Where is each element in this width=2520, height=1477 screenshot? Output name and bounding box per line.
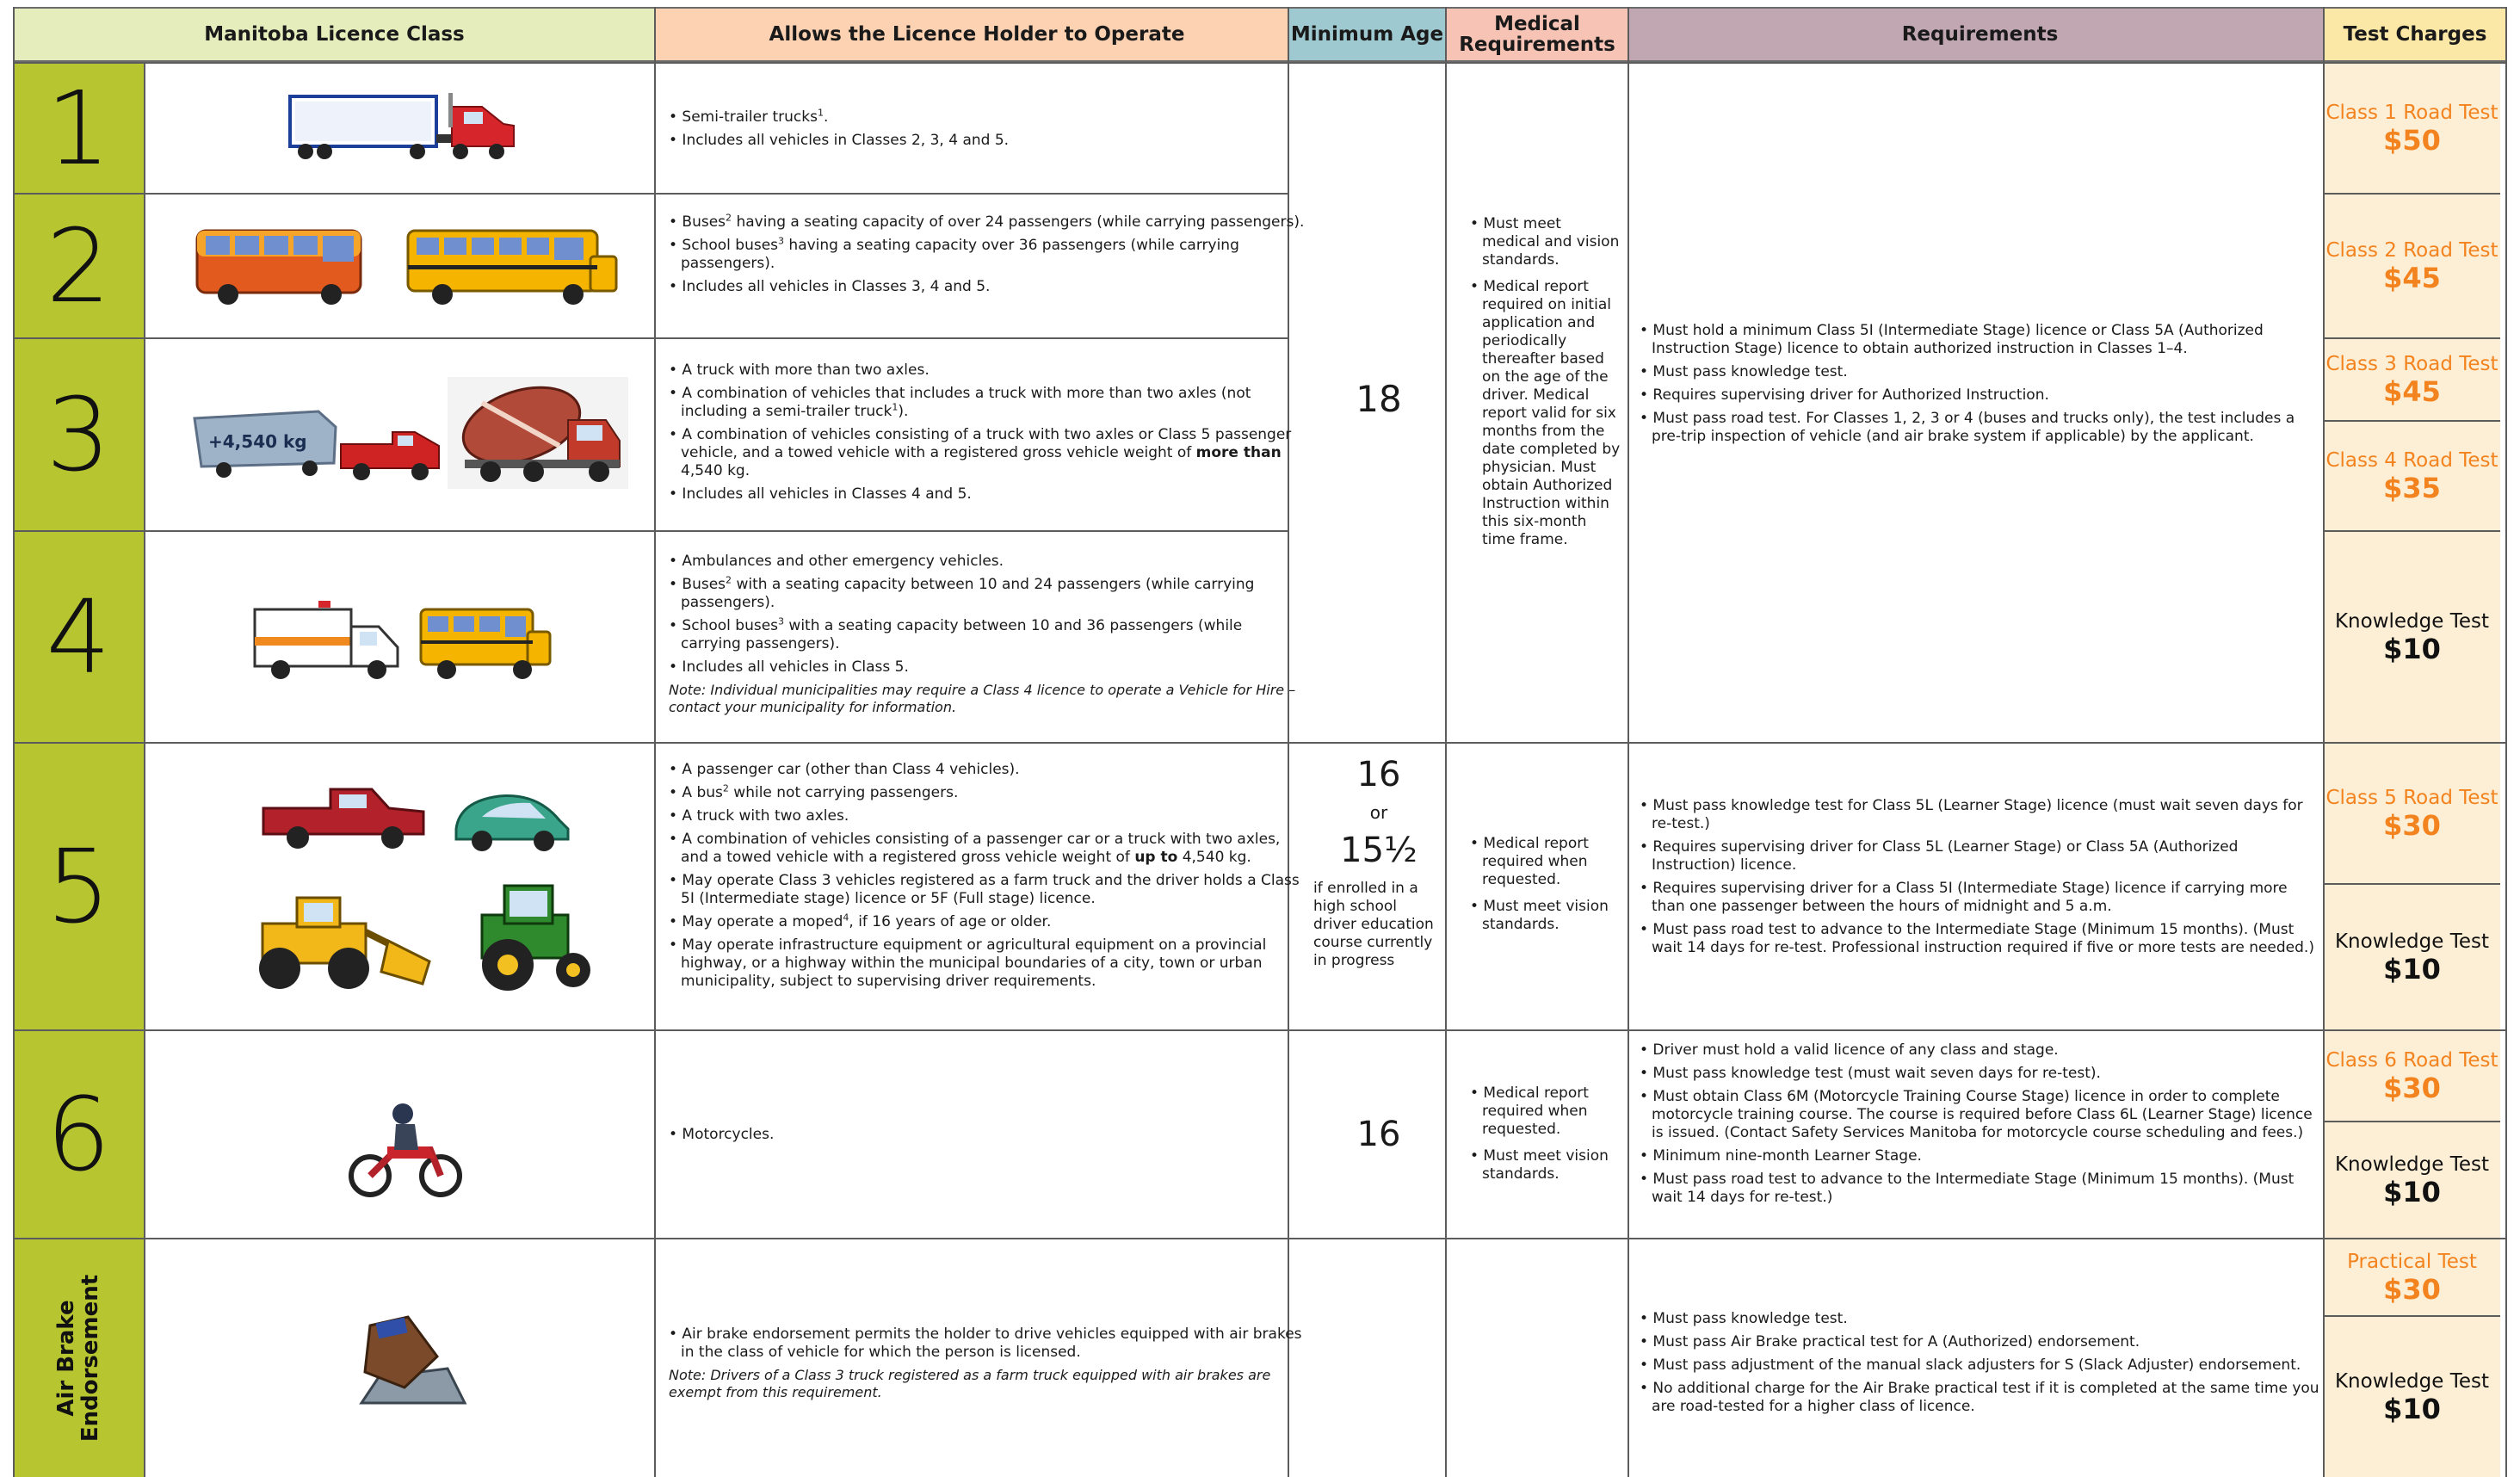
requirements-class-5: • Must pass knowledge test for Class 5L (Learner Stage) licence (must wait seven days for re-test.) • Requires supervising driver for Class 5L (Learner Stage) or Class 5A (Authorized Instruction) licence. • Requires supervising driver for a Class 5I (Intermediate Stage) licence if carrying more than one passenger between the hours of midnight and 5 a.m. • Must pass road test to advance to the Intermediate Stage (Minimum 15 months). (Must wait 14 days for re-test. Professional instruction required if five or more tests are needed.) (1640, 797, 2314, 956)
fee-knowledge-test-classes-1-4: Knowledge Test $10 (2324, 530, 2500, 742)
min-age-classes-1-4: 18 (1356, 378, 1402, 420)
requirements-classes-1-4: • Must hold a minimum Class 5I (Intermediate Stage) licence or Class 5A (Authorized Instruction Stage) licence to obtain authorized instruction in Classes 1–4. • Must pass knowledge test. • Requires supervising driver for Authorized Instruction. • Must pass road test. For Classes 1, 2, 3 or 4 (buses and trucks only), the test includes a pre-trip inspection of vehicle (and air brake system if applicable) by the applicant. (1640, 322, 2295, 445)
class-number-6: 6 (13, 1029, 144, 1238)
fee-class-5-road-test: Class 5 Road Test $30 (2324, 742, 2500, 883)
medical-class-6: • Medical report required when requested. • Must meet vision standards. (1470, 1085, 1609, 1183)
header-class: Manitoba Licence Class (13, 7, 656, 62)
requirements-air-brake: • Must pass knowledge test. • Must pass Air Brake practical test for A (Authorized) endorsement. • Must pass adjustment of the manual slack adjusters for S (Slack Adjuster) endorsement. • No additional charge for the Air Brake practical test if it is completed at the same time you are road-tested for a higher class of licence. (1640, 1310, 2319, 1415)
medical-class-5: • Medical report required when requested. • Must meet vision standards. (1470, 835, 1609, 933)
class-number-4: 4 (13, 530, 144, 742)
min-age-class-6: 16 (1356, 1115, 1401, 1154)
air-brake-note: Note: Drivers of a Class 3 truck registered as a farm truck equipped with air brakes are exempt from this requirement. (669, 1367, 1271, 1400)
truck-with-trailer-icon (189, 392, 448, 487)
coach-bus-icon (194, 222, 366, 308)
header-allows: Allows the Licence Holder to Operate (654, 7, 1300, 62)
allows-class-6: • Motorcycles. (669, 1126, 775, 1143)
allows-class-2: • Buses$^2$ having a seating capacity of over 24 passengers (while carrying passengers). • School buses$^3$ having a seating capacity over 36 passengers (while carrying passengers). • Includes all vehicles in Classes 3, 4 and 5. (669, 212, 1305, 295)
class-4-note: Note: Individual municipalities may require a Class 4 licence to operate a Vehicle for Hire – contact your municipality for information. (669, 682, 1296, 715)
car-icon (448, 786, 577, 855)
cement-mixer-icon (448, 377, 628, 489)
allows-class-1: • Semi-trailer trucks$^1$. • Includes all vehicles in Classes 2, 3, 4 and 5. (669, 107, 1010, 149)
fee-class-6-road-test: Class 6 Road Test $30 (2324, 1029, 2500, 1121)
licence-class-table (13, 7, 2507, 1477)
allows-air-brake: • Air brake endorsement permits the holder to drive vehicles equipped with air brakes in the class of vehicle for which the person is licensed. Note: Drivers of a Class 3 truck registered as a farm truck equipped with air brakes are exempt from this requirement. (669, 1326, 1306, 1401)
fee-class-6-knowledge-test: Knowledge Test $10 (2324, 1121, 2500, 1238)
fee-class-1-road-test: Class 1 Road Test $50 (2324, 62, 2500, 193)
class-number-3: 3 (13, 337, 144, 530)
fee-class-3-road-test: Class 3 Road Test $45 (2324, 337, 2500, 420)
class-number-5: 5 (13, 742, 144, 1029)
allows-class-5: • A passenger car (other than Class 4 vehicles). • A bus$^2$ while not carrying passengers. • A truck with two axles. • A combination of vehicles consisting of a passenger car or a truck with two axles, and a towed vehicle with a registered gross vehicle weight of up to 4,540 kg. • May operate Class 3 vehicles registered as a farm truck and the driver holds a Class 5I (Intermediate stage) licence or 5F (Full stage) licence. • May operate a moped$^4$, if 16 years of age or older. • May operate infrastructure equipment or agricultural equipment on a provincial highway, or a highway within the municipal boundaries of a city, town or urban municipality, subject to supervising driver requirements. (669, 761, 1300, 990)
air-brake-label: Air Brake Endorsement (53, 1274, 103, 1443)
fee-air-brake-knowledge-test: Knowledge Test $10 (2324, 1315, 2500, 1477)
fee-class-2-road-test: Class 2 Road Test $45 (2324, 193, 2500, 337)
short-school-bus-icon (417, 601, 555, 687)
class-number-1: 1 (13, 62, 144, 193)
air-brake-label-cell (13, 1238, 144, 1477)
header-medical: Medical Requirements (1445, 7, 1629, 62)
header-test-charges: Test Charges (2323, 7, 2507, 62)
fee-air-brake-practical-test: Practical Test $30 (2324, 1238, 2500, 1315)
allows-class-4: • Ambulances and other emergency vehicles. • Buses$^2$ with a seating capacity between 10 and 24 passengers (while carrying passengers). • School buses$^3$ with a seating capacity between 10 and 36 passengers (while carrying passengers). • Includes all vehicles in Class 5. Note: Individual municipalities may require a Class 4 licence to operate a Vehicle for Hire – contact your municipality for information. (669, 553, 1306, 716)
fee-class-4-road-test: Class 4 Road Test $35 (2324, 420, 2500, 530)
front-loader-icon (219, 889, 435, 992)
tractor-icon (456, 881, 602, 992)
air-brake-pedal-icon (344, 1308, 473, 1412)
min-age-class-5: 16 or 15½ if enrolled in a high school driver education course currently in progress (1313, 755, 1434, 969)
weight-label: +4,540 kg (208, 431, 307, 452)
allows-class-3: • A truck with more than two axles. • A combination of vehicles that includes a truck with more than two axles (not including a semi-trailer truck$^1$). • A combination of vehicles consisting of a truck with two axles or Class 5 passenger vehicle, and a towed vehicle with a registered gross vehicle weight of more than 4,540 kg. • Includes all vehicles in Classes 4 and 5. (669, 362, 1292, 503)
ambulance-icon (250, 592, 405, 687)
motorcycle-icon (336, 1098, 473, 1202)
header-minimum-age: Minimum Age (1288, 7, 1447, 62)
fee-class-5-knowledge-test: Knowledge Test $10 (2324, 883, 2500, 1029)
semi-truck-icon (288, 90, 521, 167)
requirements-class-6: • Driver must hold a valid licence of any class and stage. • Must pass knowledge test (must wait seven days for re-test). • Must obtain Class 6M (Motorcycle Training Course Stage) licence in order to complete motorcycle training course. The course is required before Class 6L (Learner Stage) licence is issued. (Contact Safety Services Manitoba for motorcycle course scheduling and fees.) • Minimum nine-month Learner Stage. • Must pass road test to advance to the Intermediate Stage (Minimum 15 months). (Must wait 14 days for re-test.) (1640, 1041, 2313, 1206)
school-bus-icon (405, 222, 620, 308)
header-requirements: Requirements (1628, 7, 2332, 62)
medical-classes-1-4: • Must meet medical and vision standards. • Medical report required on initial application and periodically thereafter based on the age of the driver. Medical report valid for six months from the date completed by physician. Must obtain Authorized Instruction within this six-month time frame. (1470, 215, 1621, 548)
pickup-truck-icon (258, 777, 430, 855)
class-number-2: 2 (13, 193, 144, 337)
